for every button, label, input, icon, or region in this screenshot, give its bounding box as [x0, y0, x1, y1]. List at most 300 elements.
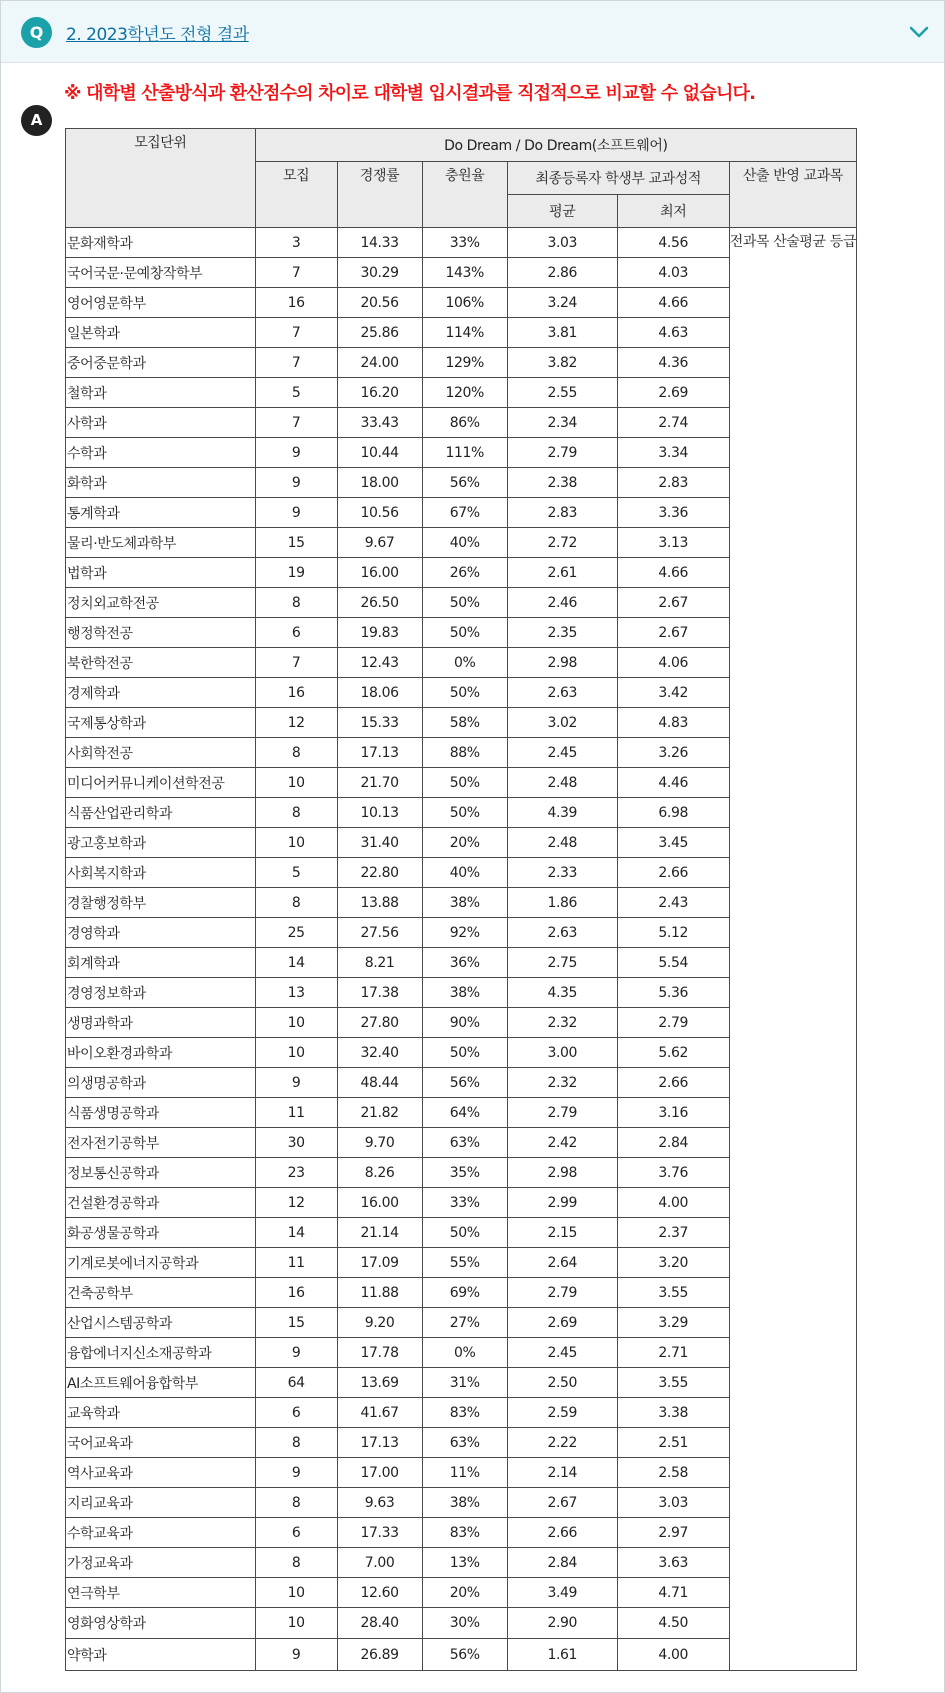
cell-average: 2.15 — [507, 1218, 617, 1248]
cell-quota: 9 — [255, 468, 337, 498]
cell-quota: 7 — [255, 648, 337, 678]
cell-competition: 9.70 — [337, 1128, 422, 1158]
cell-unit: 사학과 — [66, 408, 256, 438]
cell-competition: 12.43 — [337, 648, 422, 678]
cell-lowest: 2.51 — [617, 1428, 729, 1458]
cell-average: 2.99 — [507, 1188, 617, 1218]
cell-average: 3.03 — [507, 228, 617, 258]
cell-quota: 7 — [255, 348, 337, 378]
cell-quota: 5 — [255, 858, 337, 888]
cell-lowest: 2.66 — [617, 1068, 729, 1098]
cell-average: 1.86 — [507, 888, 617, 918]
cell-fill-rate: 120% — [422, 378, 507, 408]
cell-competition: 10.44 — [337, 438, 422, 468]
cell-average: 4.35 — [507, 978, 617, 1008]
cell-fill-rate: 129% — [422, 348, 507, 378]
cell-quota: 13 — [255, 978, 337, 1008]
cell-fill-rate: 0% — [422, 648, 507, 678]
cell-lowest: 3.45 — [617, 828, 729, 858]
cell-competition: 16.00 — [337, 1188, 422, 1218]
cell-lowest: 3.55 — [617, 1368, 729, 1398]
cell-unit: 행정학전공 — [66, 618, 256, 648]
cell-quota: 10 — [255, 768, 337, 798]
cell-lowest: 2.69 — [617, 378, 729, 408]
cell-unit: 중어중문학과 — [66, 348, 256, 378]
cell-quota: 10 — [255, 828, 337, 858]
cell-average: 2.90 — [507, 1608, 617, 1639]
cell-quota: 25 — [255, 918, 337, 948]
cell-unit: AI소프트웨어융합학부 — [66, 1368, 256, 1398]
cell-fill-rate: 63% — [422, 1428, 507, 1458]
cell-fill-rate: 50% — [422, 1218, 507, 1248]
cell-quota: 64 — [255, 1368, 337, 1398]
cell-unit: 북한학전공 — [66, 648, 256, 678]
cell-quota: 6 — [255, 1398, 337, 1428]
cell-quota: 6 — [255, 618, 337, 648]
cell-quota: 7 — [255, 318, 337, 348]
cell-competition: 16.00 — [337, 558, 422, 588]
cell-average: 2.59 — [507, 1398, 617, 1428]
cell-fill-rate: 27% — [422, 1308, 507, 1338]
cell-quota: 6 — [255, 1518, 337, 1548]
cell-competition: 18.06 — [337, 678, 422, 708]
cell-quota: 10 — [255, 1578, 337, 1608]
cell-unit: 물리·반도체과학부 — [66, 528, 256, 558]
cell-unit: 수학과 — [66, 438, 256, 468]
cell-average: 2.83 — [507, 498, 617, 528]
cell-lowest: 5.54 — [617, 948, 729, 978]
cell-fill-rate: 56% — [422, 1068, 507, 1098]
cell-unit: 화학과 — [66, 468, 256, 498]
header-lowest: 최저 — [617, 195, 729, 228]
cell-unit: 전자전기공학부 — [66, 1128, 256, 1158]
cell-quota: 9 — [255, 1068, 337, 1098]
cell-competition: 8.26 — [337, 1158, 422, 1188]
cell-unit: 법학과 — [66, 558, 256, 588]
cell-competition: 21.14 — [337, 1218, 422, 1248]
cell-unit: 경찰행정학부 — [66, 888, 256, 918]
cell-lowest: 2.71 — [617, 1338, 729, 1368]
cell-quota: 9 — [255, 438, 337, 468]
cell-unit: 광고홍보학과 — [66, 828, 256, 858]
cell-competition: 7.00 — [337, 1548, 422, 1578]
cell-fill-rate: 114% — [422, 318, 507, 348]
cell-average: 4.39 — [507, 798, 617, 828]
cell-fill-rate: 92% — [422, 918, 507, 948]
cell-quota: 8 — [255, 1488, 337, 1518]
cell-quota: 9 — [255, 498, 337, 528]
cell-quota: 10 — [255, 1038, 337, 1068]
cell-lowest: 4.46 — [617, 768, 729, 798]
cell-competition: 28.40 — [337, 1608, 422, 1639]
header-competition: 경쟁률 — [337, 162, 422, 228]
cell-quota: 8 — [255, 588, 337, 618]
cell-lowest: 4.00 — [617, 1188, 729, 1218]
cell-average: 2.98 — [507, 1158, 617, 1188]
cell-average: 1.61 — [507, 1639, 617, 1671]
header-unit: 모집단위 — [66, 129, 256, 228]
cell-competition: 24.00 — [337, 348, 422, 378]
cell-average: 3.49 — [507, 1578, 617, 1608]
cell-average: 2.32 — [507, 1068, 617, 1098]
chevron-down-icon[interactable] — [906, 19, 932, 45]
cell-fill-rate: 31% — [422, 1368, 507, 1398]
cell-average: 3.00 — [507, 1038, 617, 1068]
cell-fill-rate: 13% — [422, 1548, 507, 1578]
cell-average: 2.86 — [507, 258, 617, 288]
header-average: 평균 — [507, 195, 617, 228]
header-program: Do Dream / Do Dream(소프트웨어) — [255, 129, 856, 162]
cell-unit: 철학과 — [66, 378, 256, 408]
cell-lowest: 3.29 — [617, 1308, 729, 1338]
cell-unit: 생명과학과 — [66, 1008, 256, 1038]
cell-unit: 약학과 — [66, 1639, 256, 1671]
cell-unit: 교육학과 — [66, 1398, 256, 1428]
cell-average: 2.45 — [507, 1338, 617, 1368]
cell-average: 2.14 — [507, 1458, 617, 1488]
cell-lowest: 2.83 — [617, 468, 729, 498]
cell-lowest: 4.36 — [617, 348, 729, 378]
cell-average: 3.82 — [507, 348, 617, 378]
cell-fill-rate: 56% — [422, 468, 507, 498]
cell-lowest: 4.56 — [617, 228, 729, 258]
cell-quota: 30 — [255, 1128, 337, 1158]
cell-competition: 30.29 — [337, 258, 422, 288]
cell-unit: 문화재학과 — [66, 228, 256, 258]
cell-quota: 7 — [255, 408, 337, 438]
cell-quota: 16 — [255, 1278, 337, 1308]
cell-subjects-note: 전과목 산술평균 등급 — [729, 228, 856, 1671]
cell-quota: 16 — [255, 678, 337, 708]
table-row — [66, 228, 857, 258]
cell-competition: 14.33 — [337, 228, 422, 258]
cell-average: 2.38 — [507, 468, 617, 498]
cell-competition: 31.40 — [337, 828, 422, 858]
cell-fill-rate: 50% — [422, 768, 507, 798]
cell-unit: 경영정보학과 — [66, 978, 256, 1008]
cell-average: 2.64 — [507, 1248, 617, 1278]
cell-lowest: 5.62 — [617, 1038, 729, 1068]
cell-quota: 11 — [255, 1098, 337, 1128]
cell-average: 3.02 — [507, 708, 617, 738]
cell-quota: 8 — [255, 888, 337, 918]
cell-quota: 8 — [255, 1428, 337, 1458]
cell-quota: 11 — [255, 1248, 337, 1278]
cell-fill-rate: 69% — [422, 1278, 507, 1308]
cell-competition: 13.69 — [337, 1368, 422, 1398]
cell-unit: 사회학전공 — [66, 738, 256, 768]
cell-fill-rate: 63% — [422, 1128, 507, 1158]
cell-average: 2.84 — [507, 1548, 617, 1578]
cell-fill-rate: 50% — [422, 678, 507, 708]
cell-fill-rate: 35% — [422, 1158, 507, 1188]
header-fill-rate: 충원율 — [422, 162, 507, 228]
cell-average: 2.79 — [507, 1278, 617, 1308]
cell-lowest: 2.97 — [617, 1518, 729, 1548]
cell-fill-rate: 83% — [422, 1518, 507, 1548]
cell-average: 2.69 — [507, 1308, 617, 1338]
cell-fill-rate: 33% — [422, 228, 507, 258]
cell-quota: 19 — [255, 558, 337, 588]
cell-average: 2.72 — [507, 528, 617, 558]
header-grades-group: 최종등록자 학생부 교과성적 — [507, 162, 729, 195]
cell-lowest: 3.42 — [617, 678, 729, 708]
cell-quota: 9 — [255, 1338, 337, 1368]
cell-competition: 17.33 — [337, 1518, 422, 1548]
cell-lowest: 4.50 — [617, 1608, 729, 1639]
cell-average: 2.46 — [507, 588, 617, 618]
cell-average: 3.81 — [507, 318, 617, 348]
cell-unit: 미디어커뮤니케이션학전공 — [66, 768, 256, 798]
cell-competition: 18.00 — [337, 468, 422, 498]
cell-average: 3.24 — [507, 288, 617, 318]
cell-quota: 14 — [255, 1218, 337, 1248]
cell-competition: 17.13 — [337, 1428, 422, 1458]
cell-fill-rate: 50% — [422, 618, 507, 648]
cell-average: 2.63 — [507, 918, 617, 948]
cell-fill-rate: 38% — [422, 888, 507, 918]
cell-fill-rate: 50% — [422, 798, 507, 828]
cell-lowest: 3.26 — [617, 738, 729, 768]
cell-competition: 16.20 — [337, 378, 422, 408]
results-table-wrapper — [65, 128, 857, 1671]
cell-competition: 26.89 — [337, 1639, 422, 1671]
cell-quota: 15 — [255, 1308, 337, 1338]
cell-average: 2.63 — [507, 678, 617, 708]
cell-fill-rate: 55% — [422, 1248, 507, 1278]
cell-unit: 융합에너지신소재공학과 — [66, 1338, 256, 1368]
cell-average: 2.35 — [507, 618, 617, 648]
question-badge: Q — [21, 17, 52, 48]
cell-fill-rate: 40% — [422, 528, 507, 558]
cell-competition: 32.40 — [337, 1038, 422, 1068]
cell-competition: 17.78 — [337, 1338, 422, 1368]
cell-fill-rate: 20% — [422, 1578, 507, 1608]
cell-lowest: 3.63 — [617, 1548, 729, 1578]
cell-quota: 12 — [255, 1188, 337, 1218]
cell-competition: 12.60 — [337, 1578, 422, 1608]
cell-quota: 10 — [255, 1008, 337, 1038]
question-header[interactable] — [1, 1, 944, 63]
cell-lowest: 6.98 — [617, 798, 729, 828]
cell-quota: 23 — [255, 1158, 337, 1188]
cell-quota: 15 — [255, 528, 337, 558]
cell-unit: 역사교육과 — [66, 1458, 256, 1488]
cell-lowest: 3.16 — [617, 1098, 729, 1128]
cell-competition: 17.13 — [337, 738, 422, 768]
cell-average: 2.75 — [507, 948, 617, 978]
cell-lowest: 5.12 — [617, 918, 729, 948]
cell-lowest: 2.58 — [617, 1458, 729, 1488]
cell-quota: 14 — [255, 948, 337, 978]
cell-average: 2.45 — [507, 738, 617, 768]
cell-fill-rate: 11% — [422, 1458, 507, 1488]
cell-average: 2.33 — [507, 858, 617, 888]
cell-unit: 경영학과 — [66, 918, 256, 948]
cell-lowest: 2.79 — [617, 1008, 729, 1038]
cell-average: 2.79 — [507, 438, 617, 468]
answer-badge: A — [21, 105, 52, 136]
cell-lowest: 2.66 — [617, 858, 729, 888]
cell-average: 2.48 — [507, 828, 617, 858]
cell-competition: 9.67 — [337, 528, 422, 558]
cell-quota: 8 — [255, 738, 337, 768]
cell-competition: 17.38 — [337, 978, 422, 1008]
cell-fill-rate: 50% — [422, 588, 507, 618]
cell-lowest: 4.71 — [617, 1578, 729, 1608]
cell-unit: 국제통상학과 — [66, 708, 256, 738]
cell-unit: 회계학과 — [66, 948, 256, 978]
cell-competition: 17.00 — [337, 1458, 422, 1488]
cell-fill-rate: 143% — [422, 258, 507, 288]
cell-fill-rate: 88% — [422, 738, 507, 768]
cell-unit: 건축공학부 — [66, 1278, 256, 1308]
cell-fill-rate: 20% — [422, 828, 507, 858]
cell-lowest: 4.63 — [617, 318, 729, 348]
cell-fill-rate: 86% — [422, 408, 507, 438]
cell-fill-rate: 0% — [422, 1338, 507, 1368]
cell-average: 2.50 — [507, 1368, 617, 1398]
cell-lowest: 2.67 — [617, 618, 729, 648]
cell-unit: 정치외교학전공 — [66, 588, 256, 618]
cell-lowest: 2.84 — [617, 1128, 729, 1158]
cell-unit: 영화영상학과 — [66, 1608, 256, 1639]
cell-unit: 가정교육과 — [66, 1548, 256, 1578]
cell-lowest: 2.43 — [617, 888, 729, 918]
cell-unit: 화공생물공학과 — [66, 1218, 256, 1248]
cell-unit: 국어국문·문예창작학부 — [66, 258, 256, 288]
cell-unit: 사회복지학과 — [66, 858, 256, 888]
cell-lowest: 3.36 — [617, 498, 729, 528]
comparison-notice: ※ 대학별 산출방식과 환산점수의 차이로 대학별 입시결과를 직접적으로 비교할 수 없습니다. — [64, 83, 756, 104]
cell-quota: 8 — [255, 798, 337, 828]
table-body — [66, 228, 857, 1671]
cell-lowest: 3.76 — [617, 1158, 729, 1188]
cell-quota: 8 — [255, 1548, 337, 1578]
cell-unit: 연극학부 — [66, 1578, 256, 1608]
cell-lowest: 4.66 — [617, 558, 729, 588]
cell-competition: 17.09 — [337, 1248, 422, 1278]
cell-fill-rate: 40% — [422, 858, 507, 888]
cell-competition: 21.70 — [337, 768, 422, 798]
cell-lowest: 3.13 — [617, 528, 729, 558]
cell-lowest: 4.00 — [617, 1639, 729, 1671]
cell-competition: 27.80 — [337, 1008, 422, 1038]
cell-average: 2.67 — [507, 1488, 617, 1518]
cell-competition: 20.56 — [337, 288, 422, 318]
cell-lowest: 4.83 — [617, 708, 729, 738]
cell-unit: 국어교육과 — [66, 1428, 256, 1458]
cell-unit: 영어영문학부 — [66, 288, 256, 318]
cell-lowest: 3.55 — [617, 1278, 729, 1308]
cell-fill-rate: 83% — [422, 1398, 507, 1428]
cell-unit: 통계학과 — [66, 498, 256, 528]
question-title-link[interactable]: 2. 2023학년도 전형 결과 — [66, 25, 249, 45]
cell-lowest: 4.66 — [617, 288, 729, 318]
cell-unit: 일본학과 — [66, 318, 256, 348]
cell-unit: 경제학과 — [66, 678, 256, 708]
header-quota: 모집 — [255, 162, 337, 228]
cell-lowest: 3.34 — [617, 438, 729, 468]
cell-average: 2.48 — [507, 768, 617, 798]
cell-average: 2.98 — [507, 648, 617, 678]
cell-fill-rate: 38% — [422, 1488, 507, 1518]
cell-unit: 지리교육과 — [66, 1488, 256, 1518]
cell-competition: 15.33 — [337, 708, 422, 738]
cell-competition: 10.56 — [337, 498, 422, 528]
cell-average: 2.66 — [507, 1518, 617, 1548]
cell-competition: 8.21 — [337, 948, 422, 978]
cell-competition: 9.63 — [337, 1488, 422, 1518]
cell-quota: 10 — [255, 1608, 337, 1639]
cell-fill-rate: 36% — [422, 948, 507, 978]
cell-lowest: 3.20 — [617, 1248, 729, 1278]
cell-unit: 건설환경공학과 — [66, 1188, 256, 1218]
cell-quota: 12 — [255, 708, 337, 738]
cell-average: 2.34 — [507, 408, 617, 438]
cell-fill-rate: 111% — [422, 438, 507, 468]
cell-average: 2.22 — [507, 1428, 617, 1458]
cell-lowest: 5.36 — [617, 978, 729, 1008]
cell-fill-rate: 58% — [422, 708, 507, 738]
cell-fill-rate: 33% — [422, 1188, 507, 1218]
cell-unit: 식품산업관리학과 — [66, 798, 256, 828]
cell-competition: 26.50 — [337, 588, 422, 618]
cell-lowest: 3.03 — [617, 1488, 729, 1518]
cell-average: 2.32 — [507, 1008, 617, 1038]
cell-competition: 21.82 — [337, 1098, 422, 1128]
cell-unit: 의생명공학과 — [66, 1068, 256, 1098]
cell-competition: 48.44 — [337, 1068, 422, 1098]
cell-competition: 33.43 — [337, 408, 422, 438]
cell-quota: 3 — [255, 228, 337, 258]
table-head — [66, 129, 857, 228]
cell-unit: 식품생명공학과 — [66, 1098, 256, 1128]
admission-results-table — [65, 128, 857, 1671]
cell-lowest: 2.37 — [617, 1218, 729, 1248]
cell-unit: 수학교육과 — [66, 1518, 256, 1548]
cell-unit: 산업시스템공학과 — [66, 1308, 256, 1338]
cell-quota: 5 — [255, 378, 337, 408]
cell-fill-rate: 26% — [422, 558, 507, 588]
cell-competition: 41.67 — [337, 1398, 422, 1428]
cell-fill-rate: 50% — [422, 1038, 507, 1068]
cell-fill-rate: 67% — [422, 498, 507, 528]
cell-unit: 정보통신공학과 — [66, 1158, 256, 1188]
cell-competition: 25.86 — [337, 318, 422, 348]
cell-competition: 27.56 — [337, 918, 422, 948]
cell-competition: 11.88 — [337, 1278, 422, 1308]
cell-fill-rate: 64% — [422, 1098, 507, 1128]
cell-lowest: 3.38 — [617, 1398, 729, 1428]
cell-quota: 9 — [255, 1458, 337, 1488]
cell-fill-rate: 90% — [422, 1008, 507, 1038]
cell-lowest: 4.03 — [617, 258, 729, 288]
cell-average: 2.79 — [507, 1098, 617, 1128]
cell-lowest: 2.74 — [617, 408, 729, 438]
cell-competition: 19.83 — [337, 618, 422, 648]
cell-average: 2.42 — [507, 1128, 617, 1158]
cell-unit: 기계로봇에너지공학과 — [66, 1248, 256, 1278]
cell-lowest: 4.06 — [617, 648, 729, 678]
cell-average: 2.61 — [507, 558, 617, 588]
cell-competition: 10.13 — [337, 798, 422, 828]
cell-fill-rate: 30% — [422, 1608, 507, 1639]
cell-quota: 7 — [255, 258, 337, 288]
cell-fill-rate: 106% — [422, 288, 507, 318]
cell-unit: 바이오환경과학과 — [66, 1038, 256, 1068]
cell-fill-rate: 38% — [422, 978, 507, 1008]
